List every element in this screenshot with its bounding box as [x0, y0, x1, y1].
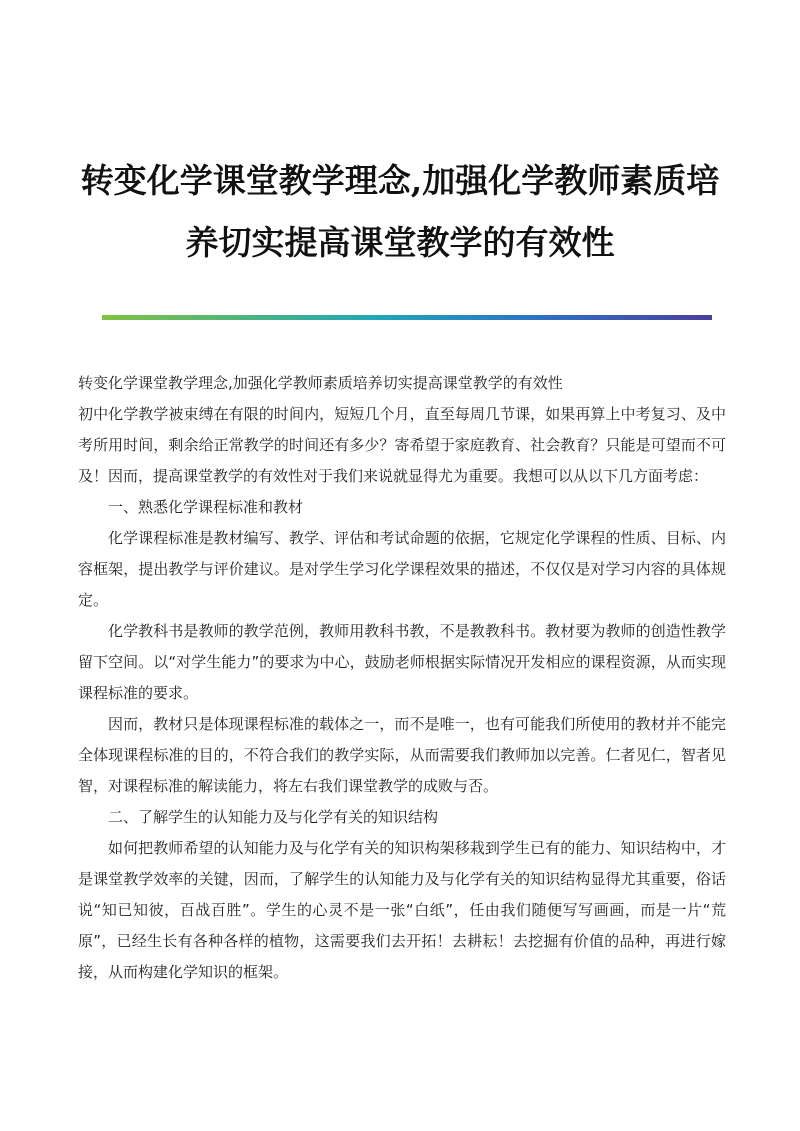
document-title — [60, 150, 740, 274]
section-heading-1: 一、熟悉化学课程标准和教材 — [108, 498, 304, 516]
paragraph: 初中化学教学被束缚在有限的时间内，短短几个月，直至每周几节课，如果再算上中考复习、及中考所用时间，剩余给正常教学的时间还有多少？寄希望于家庭教育、社会教育？只能是可望而不可及！因而，提高课堂教学的有效性对于我们来说就显得尤为重要。我想可以从以下几方面考虑： — [78, 405, 726, 485]
paragraph: 如何把教师希望的认知能力及与化学有关的知识构架移栽到学生已有的能力、知识结构中，才是课堂教学效率的关键，因而，了解学生的认知能力及与化学有关的知识结构显得尤其重要，俗话说“知已知彼，百战百胜”。学生的心灵不是一张“白纸”，任由我们随便写写画画，而是一片“荒原”，已经生长有各种各样的植物，这需要我们去开拓！去耕耘！去挖掘有价值的品种，再进行嫁接，从而构建化学知识的框架。 — [78, 839, 726, 981]
title-line-2: 养切实提高课堂教学的有效性 — [185, 223, 615, 262]
document-body — [78, 368, 726, 988]
paragraph: 因而，教材只是体现课程标准的载体之一，而不是唯一，也有可能我们所使用的教材并不能完全体现课程标准的目的，不符合我们的教学实际，从而需要我们教师加以完善。仁者见仁，智者见智，对课程标准的解读能力，将左右我们课堂教学的成败与否。 — [78, 715, 726, 795]
title-line-1: 转变化学课堂教学理念,加强化学教师素质培 — [80, 161, 720, 200]
subtitle-paragraph: 转变化学课堂教学理念,加强化学教师素质培养切实提高课堂教学的有效性 — [78, 374, 563, 392]
paragraph: 化学教科书是教师的教学范例，教师用教科书教，不是教教科书。教材要为教师的创造性教学留下空间。以“对学生能力”的要求为中心，鼓励老师根据实际情况开发相应的课程资源，从而实现课程标准的要求。 — [78, 622, 726, 702]
gradient-divider — [102, 315, 712, 320]
paragraph: 化学课程标准是教材编写、教学、评估和考试命题的依据，它规定化学课程的性质、目标、内容框架，提出教学与评价建议。是对学生学习化学课程效果的描述，不仅仅是对学习内容的具体规定。 — [78, 529, 726, 609]
section-heading-2: 二、了解学生的认知能力及与化学有关的知识结构 — [108, 808, 439, 826]
